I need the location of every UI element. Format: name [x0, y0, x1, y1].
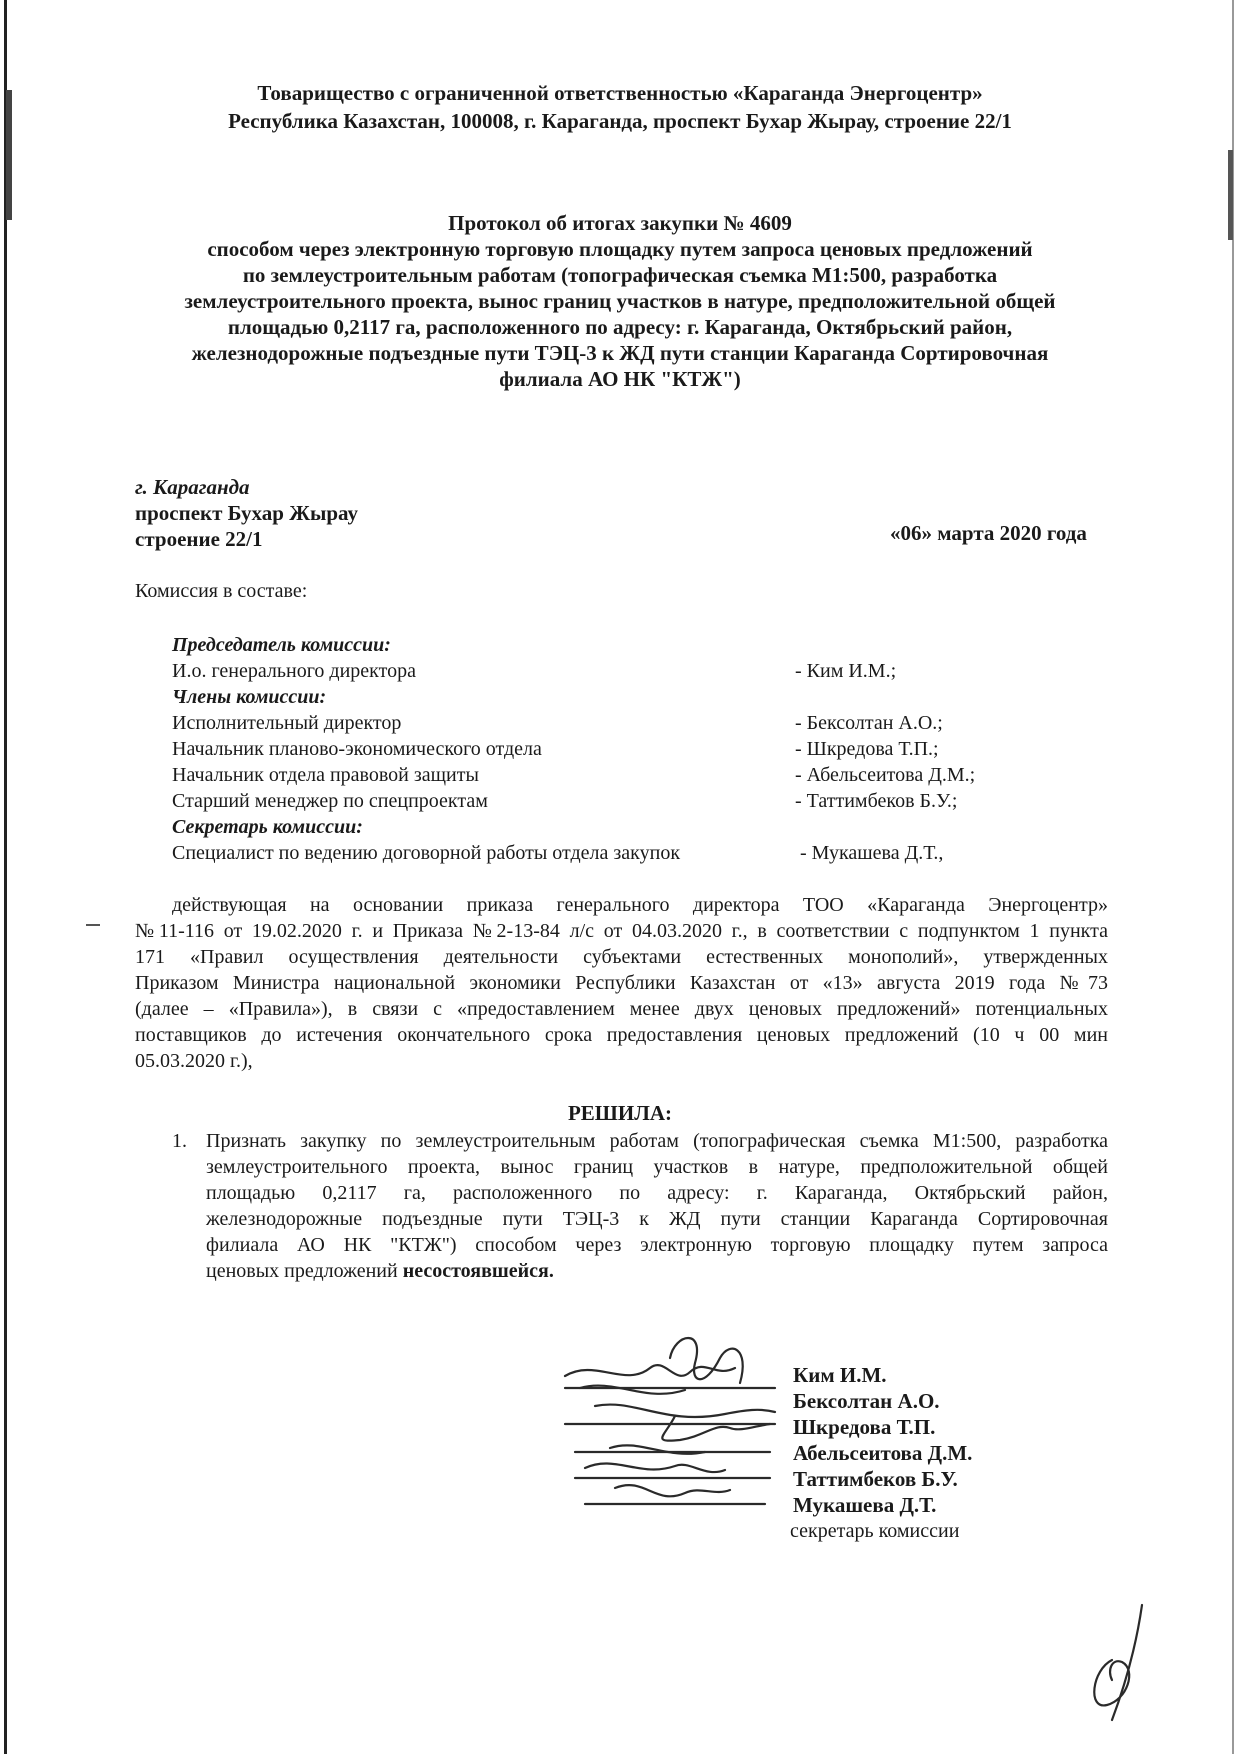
decision-number: 1.	[172, 1130, 187, 1152]
margin-mark	[86, 924, 100, 926]
secretary-name: - Мукашева Д.Т.,	[800, 842, 944, 864]
signer-name: Таттимбеков Б.У.	[793, 1467, 958, 1491]
member-role: Начальник планово-экономического отдела	[172, 738, 542, 760]
decision-last-line	[206, 1258, 554, 1284]
decision-verdict: несостоявшейся.	[402, 1260, 554, 1282]
signer-name: Абельсеитова Д.М.	[793, 1441, 973, 1465]
place-city: г. Караганда	[135, 475, 250, 499]
signer-name: Ким И.М.	[793, 1363, 887, 1387]
basis-line: 171 «Правил осуществления деятельности субъектами естественных монополий», утвержденных	[135, 946, 1108, 968]
basis-line: действующая на основании приказа генерального директора ТОО «Караганда Энергоцентр»	[172, 894, 1108, 916]
basis-line: №11-116 от 19.02.2020 г. и Приказа №2-13-84 л/с от 04.03.2020 г., в соответствии с подпунктом 1 пункта	[135, 920, 1108, 942]
decision-line: площадью 0,2117 га, расположенного по адресу: г. Караганда, Октябрьский район,	[206, 1182, 1108, 1204]
member-name: - Шкредова Т.П.;	[795, 738, 939, 760]
members-heading: Члены комиссии:	[172, 686, 327, 708]
protocol-date: «06» марта 2020 года	[890, 521, 1087, 545]
member-role: Исполнительный директор	[172, 712, 402, 734]
signer-name: Бексолтан А.О.	[793, 1389, 940, 1413]
member-name: - Бексолтан А.О.;	[795, 712, 943, 734]
signer-name: Мукашева Д.Т.	[793, 1493, 937, 1517]
protocol-title: Протокол об итогах закупки № 4609	[448, 211, 792, 235]
chair-heading: Председатель комиссии:	[172, 634, 391, 656]
protocol-subtitle-line: железнодорожные подъездные пути ТЭЦ-3 к ЖД пути станции Караганда Сортировочная	[191, 341, 1049, 365]
page-initial-mark	[1082, 1600, 1162, 1730]
decision-line: филиала АО НК "КТЖ") способом через электронную торговую площадку путем запроса	[206, 1234, 1108, 1256]
signatures-handwritten	[555, 1328, 795, 1528]
protocol-subtitle-line: площадью 0,2117 га, расположенного по адресу: г. Караганда, Октябрьский район,	[227, 315, 1013, 339]
secretary-heading: Секретарь комиссии:	[172, 816, 363, 838]
member-role: Старший менеджер по спецпроектам	[172, 790, 488, 812]
basis-line: 05.03.2020 г.),	[135, 1050, 253, 1072]
protocol-subtitle-line: землеустроительного проекта, вынос границ участков в натуре, предположительной общей	[184, 289, 1056, 313]
member-role: Начальник отдела правовой защиты	[172, 764, 479, 786]
org-name: Товарищество с ограниченной ответственностью «Караганда Энергоцентр»	[257, 81, 983, 105]
commission-intro: Комиссия в составе:	[135, 580, 308, 602]
decision-line: землеустроительного проекта, вынос границ участков в натуре, предположительной общей	[206, 1156, 1108, 1178]
basis-line: Приказом Министра национальной экономики Республики Казахстан от «13» августа 2019 года №73	[135, 972, 1108, 994]
chair-role: И.о. генерального директора	[172, 660, 416, 682]
protocol-subtitle-line: филиала АО НК "КТЖ")	[499, 367, 741, 391]
protocol-subtitle-line: способом через электронную торговую площадку путем запроса ценовых предложений	[207, 237, 1033, 261]
basis-line: поставщиков до истечения окончательного срока предоставления ценовых предложений (10 ч 00 мин	[135, 1024, 1108, 1046]
secretary-caption: секретарь комиссии	[790, 1520, 960, 1542]
basis-line: (далее – «Правила»), в связи с «предоставлением менее двух ценовых предложений» потенциальных	[135, 998, 1108, 1020]
member-name: - Таттимбеков Б.У.;	[795, 790, 958, 812]
decision-line: железнодорожные подъездные пути ТЭЦ-3 к ЖД пути станции Караганда Сортировочная	[206, 1208, 1108, 1230]
chair-name: - Ким И.М.;	[795, 660, 897, 682]
place-building: строение 22/1	[135, 527, 263, 551]
decision-line: Признать закупку по землеустроительным работам (топографическая съемка М1:500, разработка	[206, 1130, 1108, 1152]
place-street: проспект Бухар Жырау	[135, 501, 358, 525]
signer-name: Шкредова Т.П.	[793, 1415, 936, 1439]
org-address: Республика Казахстан, 100008, г. Караганда, проспект Бухар Жырау, строение 22/1	[228, 109, 1012, 133]
decision-last-line-text: ценовых предложений	[206, 1260, 403, 1282]
secretary-role: Специалист по ведению договорной работы отдела закупок	[172, 842, 681, 864]
protocol-subtitle-line: по землеустроительным работам (топографическая съемка М1:500, разработка	[242, 263, 998, 287]
decision-heading: РЕШИЛА:	[567, 1101, 673, 1125]
member-name: - Абельсеитова Д.М.;	[795, 764, 976, 786]
